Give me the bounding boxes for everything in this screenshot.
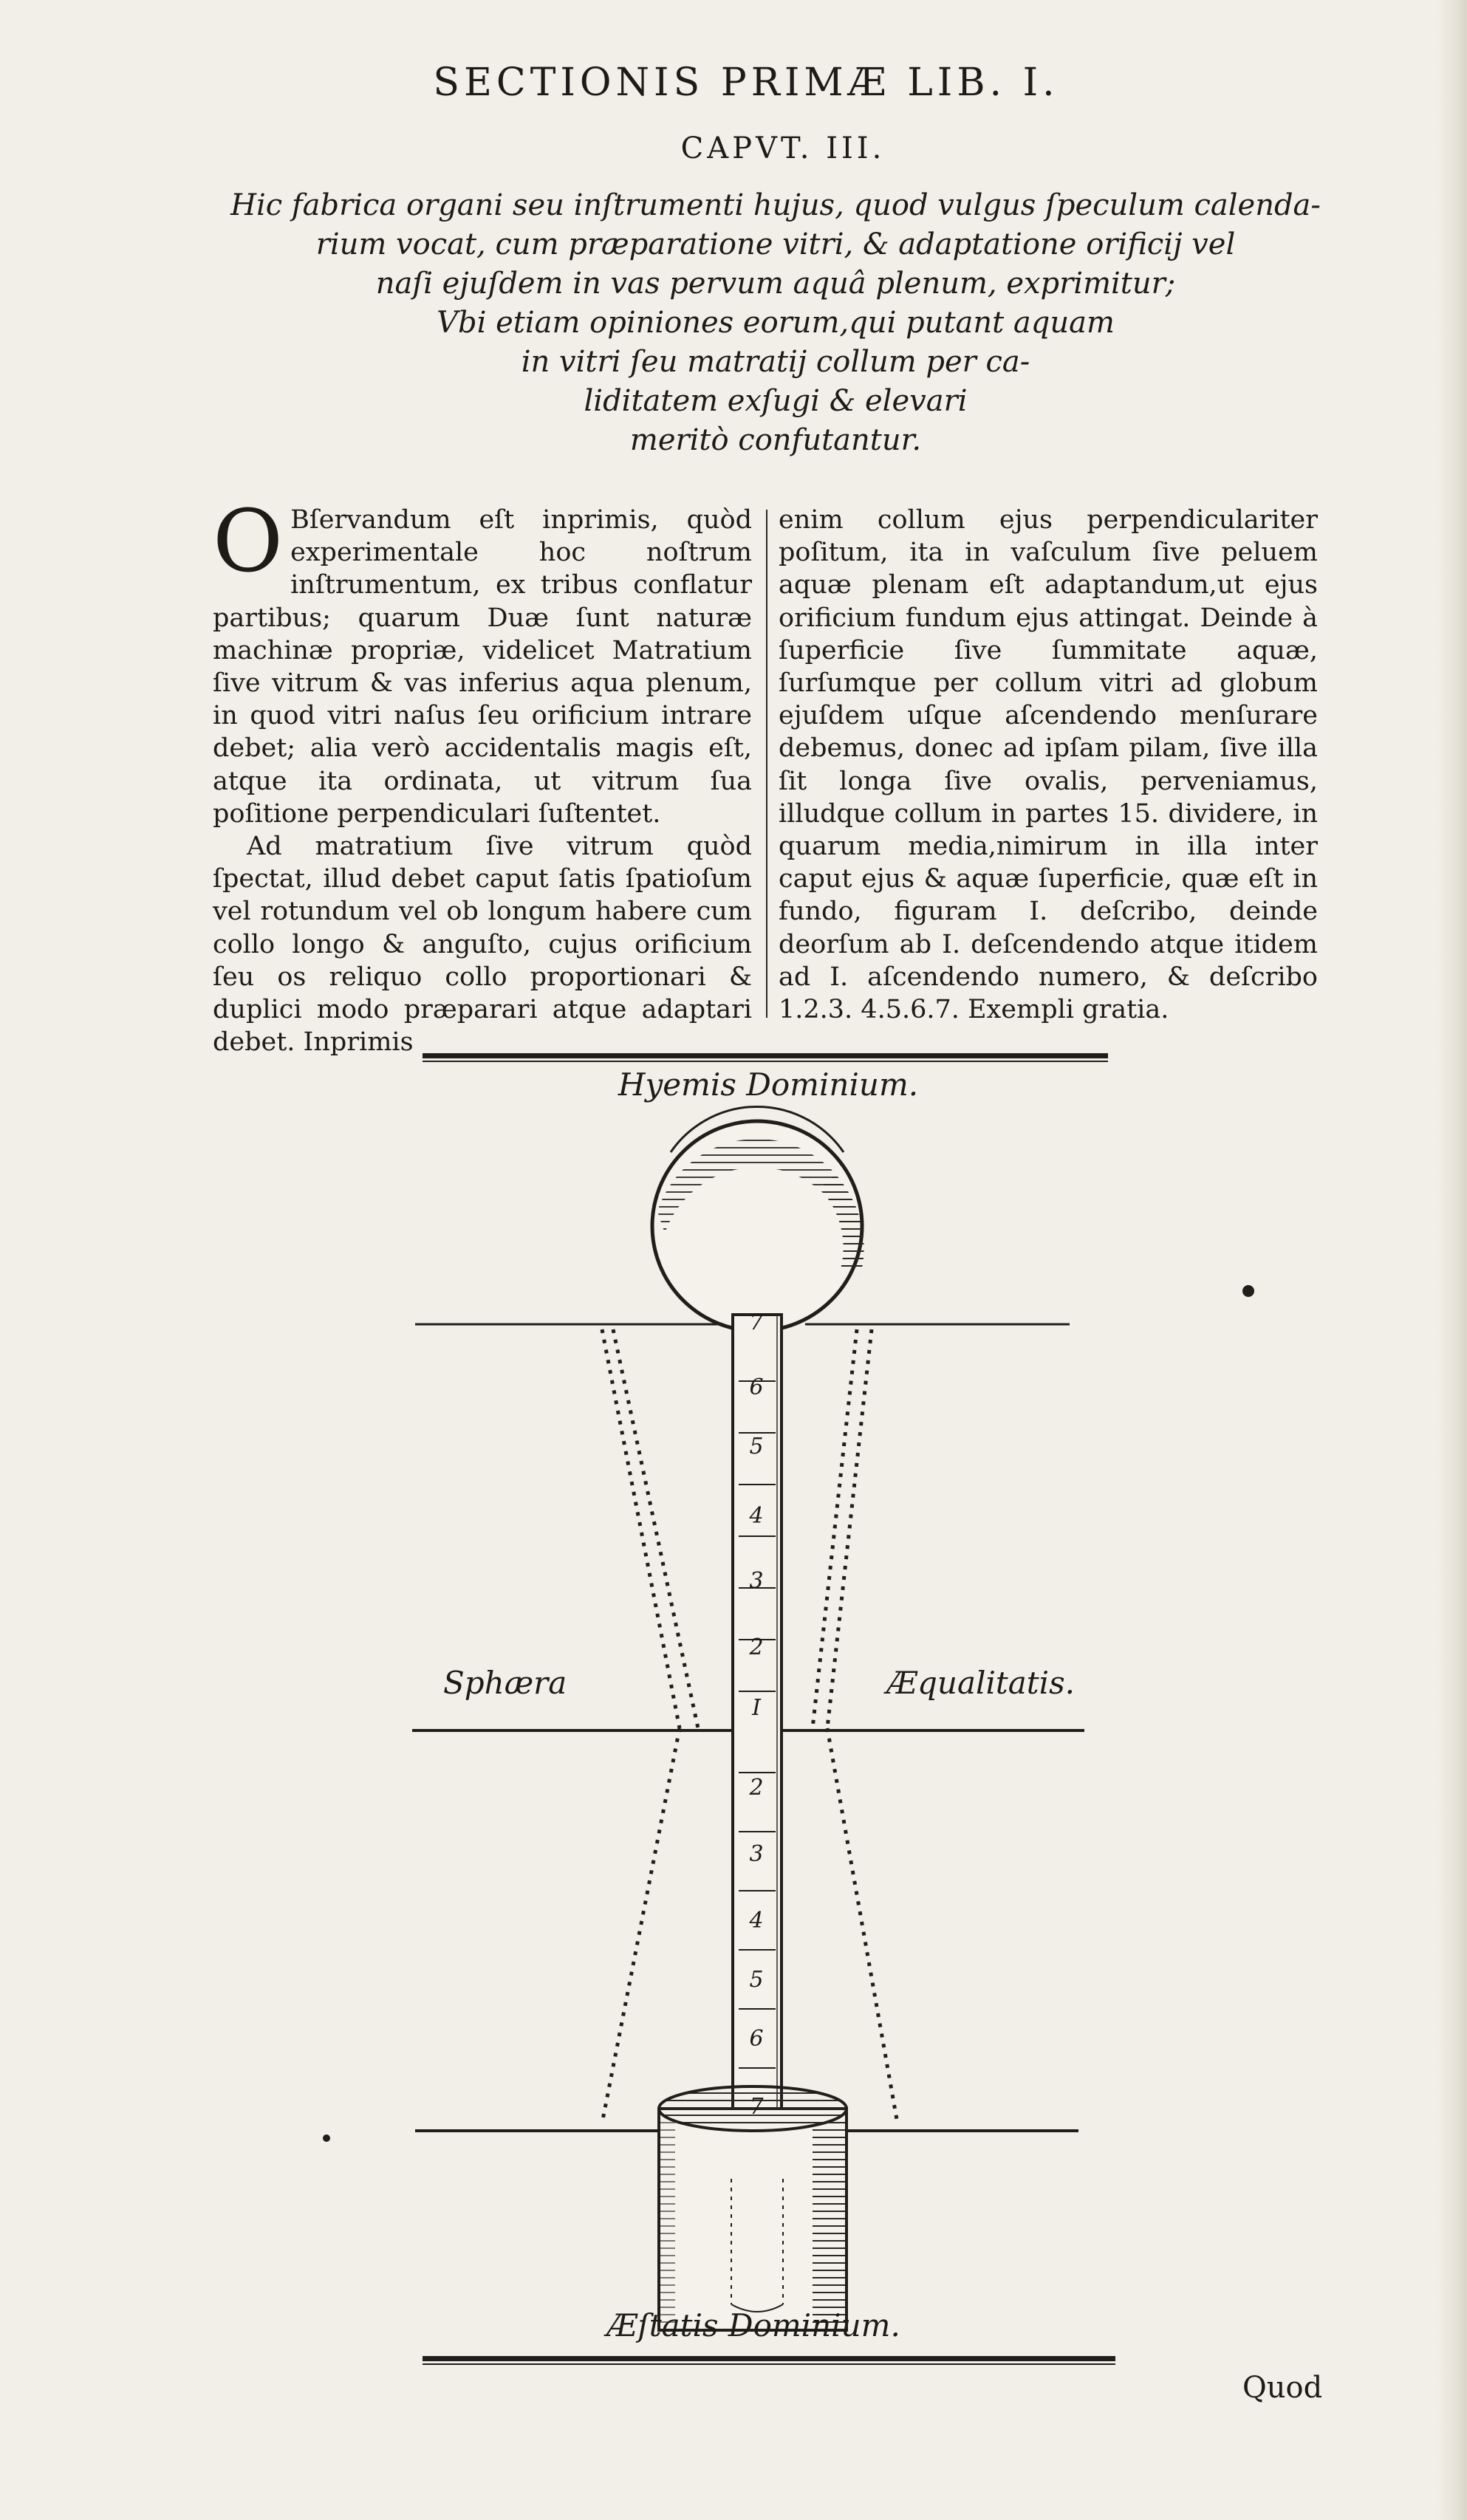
- scale-mark: 5: [749, 1434, 764, 1459]
- catchword: Quod: [1242, 2371, 1323, 2405]
- scale-mark: 3: [749, 1568, 764, 1594]
- scale-mark: 6: [749, 1374, 764, 1400]
- figure-top-caption: Hyemis Dominium.: [618, 1066, 919, 1103]
- drop-cap: O: [213, 492, 284, 592]
- scale-mark: 4: [749, 1908, 764, 1934]
- figure-right-label: Æqualitatis.: [886, 1665, 1076, 1701]
- scale-mark: 6: [749, 2026, 764, 2052]
- paragraph-text: Bſervandum eſt inprimis, quòd experimentale hoc noſtrum inſtrumentum, ex tribus conflatur partibus; quarum Duæ ſunt naturæ machinæ propriæ, videlicet Matratium ſive vitrum & vas inferius aqua plenum, in quod vitri naſus ſeu orificium intrare debet; alia verò accidentalis magis eſt, atque ita ordinata, ut vitrum ſua poſitione perpendiculari ſuſtentet.: [213, 505, 752, 829]
- paragraph: enim collum ejus perpendiculariter poſitum, ita in vaſculum ſive peluem aquæ plenam eſt adaptandum,ut ejus orificium fundum ejus attingat. Deinde à ſuperficie ſive ſummitate aquæ, ſurſumque per collum vitri ad globum ejuſdem uſque aſcendendo menſurare debemus, donec ad ipſam pilam, ſive illa ſit longa ſive ovalis, perveniamus, illudque collum in partes 15. dividere, in quarum media,nimirum in illa inter caput ejus & aquæ ſuperficie, quæ eſt in fundo, figuram I. deſcribo, deinde deorſum ab I. deſcendendo atque itidem ad I. aſcendendo numero, & deſcribo 1.2.3. 4.5.6.7. Exempli gratia.: [779, 505, 1318, 1025]
- summary-line: liditatem exſugi & elevari: [584, 384, 968, 418]
- bottom-rule: [423, 2356, 1115, 2365]
- top-rule: [423, 1053, 1108, 1062]
- summary-line: Hic fabrica organi seu inſtrumenti hujus, quod vulgus ſpeculum calenda-: [230, 188, 1321, 222]
- scale-mark: 5: [749, 1967, 764, 1993]
- scale-mark: 2: [749, 1634, 764, 1660]
- summary-line: Vbi etiam opiniones eorum,qui putant aquam: [437, 306, 1115, 340]
- summary-line: meritò confutantur.: [629, 423, 922, 457]
- scale-mark: 4: [749, 1503, 764, 1529]
- scale-mark: 3: [749, 1841, 764, 1867]
- ink-spot: [1242, 1285, 1254, 1297]
- summary-line: naſi ejuſdem in vas pervum aquâ plenum, exprimitur;: [375, 267, 1176, 301]
- scale-mark: 7: [749, 2094, 764, 2120]
- scale-mark: I: [752, 1695, 761, 1721]
- chapter-heading: CAPVT. III.: [680, 131, 886, 165]
- scale-mark: 7: [749, 1309, 764, 1335]
- summary-line: in vitri ſeu matratij collum per ca-: [521, 345, 1030, 379]
- summary-line: rium vocat, cum præparatione vitri, & adaptatione orificij vel: [315, 227, 1236, 261]
- figure-bottom-caption: Æſtatis Dominium.: [606, 2307, 900, 2343]
- glass-bulb: [652, 1106, 862, 1331]
- running-title: SECTIONIS PRIMÆ LIB. I.: [433, 61, 1059, 105]
- ink-spot: [323, 2134, 330, 2142]
- figure-left-label: Sphæra: [443, 1665, 567, 1701]
- scale-mark: 2: [749, 1775, 764, 1801]
- paragraph: Ad matratium ſive vitrum quòd ſpectat, illud debet caput ſatis ſpatioſum vel rotundum vel ob longum habere cum collo longo & anguſto, cujus orificium ſeu os reliquo collo proportionari & duplici modo præparari atque adaptari debet. Inprimis: [213, 832, 752, 1058]
- water-vessel: [659, 2086, 847, 2330]
